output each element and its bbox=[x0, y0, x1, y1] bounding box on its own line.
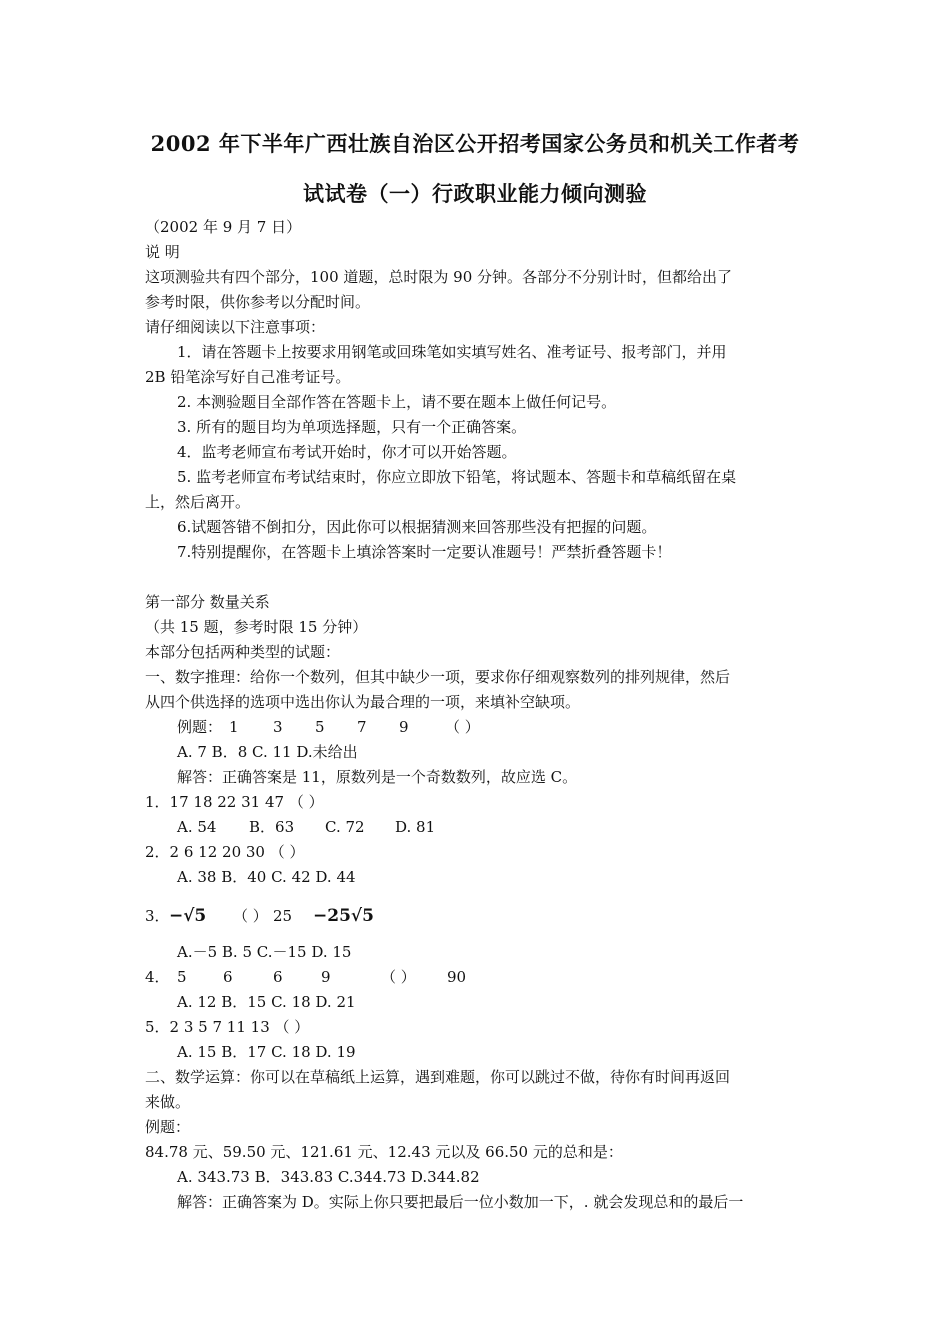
sequence-term: 9 bbox=[321, 968, 331, 986]
notice-heading: 请仔细阅读以下注意事项： bbox=[145, 318, 326, 336]
example2-options: A. 343.73 B．343.83 C.344.73 D.344.82 bbox=[177, 1168, 480, 1186]
rule-1-line1: 1．请在答题卡上按要求用钢笔或回珠笔如实填写姓名、准考证号、报考部门，并用 bbox=[177, 343, 727, 361]
question-blank: （ ） bbox=[381, 968, 416, 986]
rule-3: 3. 所有的题目均为单项选择题，只有一个正确答案。 bbox=[177, 418, 527, 436]
example-term: 9 bbox=[399, 718, 409, 736]
sequence-term: 6 bbox=[273, 968, 283, 986]
option: B．63 bbox=[249, 818, 295, 836]
part1-meta: （共 15 题，参考时限 15 分钟） bbox=[145, 618, 368, 636]
example-term: 3 bbox=[273, 718, 283, 736]
option: C. 72 bbox=[325, 818, 365, 836]
example-term: 5 bbox=[315, 718, 325, 736]
example-answer: 解答：正确答案是 11，原数列是一个奇数数列，故应选 C。 bbox=[177, 768, 578, 786]
sequence-term: 6 bbox=[223, 968, 233, 986]
part1-heading: 第一部分 数量关系 bbox=[145, 593, 270, 611]
option: D. 81 bbox=[395, 818, 436, 836]
question-3 bbox=[145, 904, 374, 928]
question-2-options: A. 38 B．40 C. 42 D. 44 bbox=[177, 868, 356, 886]
radical-expression: −√5 bbox=[169, 906, 207, 926]
example2-label: 例题： bbox=[145, 1118, 191, 1136]
example-options: A. 7 B．8 C. 11 D.未给出 bbox=[177, 743, 358, 761]
example-blank: （ ） bbox=[445, 718, 480, 736]
example-label: 例题： bbox=[177, 718, 223, 736]
intro-text-line2: 参考时限，供你参考以分配时间。 bbox=[145, 293, 371, 311]
intro-text-line1: 这项测验共有四个部分，100 道题，总时限为 90 分钟。各部分不分别计时，但都给出了 bbox=[145, 268, 733, 286]
sequence-term: 25 bbox=[273, 907, 293, 925]
question-number: 3． bbox=[145, 907, 170, 925]
option: A. 54 bbox=[177, 818, 217, 836]
rule-5-line2: 上，然后离开。 bbox=[145, 493, 251, 511]
type2-text-line1: 二、数学运算：你可以在草稿纸上运算，遇到难题，你可以跳过不做，待你有时间再返回 bbox=[145, 1068, 731, 1086]
question-2: 2．2 6 12 20 30 （ ） bbox=[145, 843, 305, 861]
example-term: 1 bbox=[229, 718, 239, 736]
sequence-term: 90 bbox=[447, 968, 467, 986]
question-5-options: A. 15 B．17 C. 18 D. 19 bbox=[177, 1043, 356, 1061]
rule-1-line2: 2B 铅笔涂写好自己准考证号。 bbox=[145, 368, 351, 386]
question-blank: （ ） bbox=[233, 907, 268, 925]
rule-6: 6.试题答错不倒扣分，因此你可以根据猜测来回答那些没有把握的问题。 bbox=[177, 518, 657, 536]
part1-description: 本部分包括两种类型的试题： bbox=[145, 643, 341, 661]
example2-question: 84.78 元、59.50 元、121.61 元、12.43 元以及 66.50 元的总和是： bbox=[145, 1143, 623, 1161]
exam-date: （2002 年 9 月 7 日） bbox=[145, 218, 302, 236]
rule-7: 7.特别提醒你，在答题卡上填涂答案时一定要认准题号！严禁折叠答题卡！ bbox=[177, 543, 672, 561]
question-1-options bbox=[177, 817, 435, 837]
question-number: 4． bbox=[145, 968, 170, 986]
intro-heading: 说 明 bbox=[145, 243, 180, 261]
question-1: 1．17 18 22 31 47 （ ） bbox=[145, 793, 324, 811]
question-3-options: A.－5 B. 5 C.－15 D. 15 bbox=[177, 943, 352, 961]
rule-2: 2. 本测验题目全部作答在答题卡上，请不要在题本上做任何记号。 bbox=[177, 393, 617, 411]
example-term: 7 bbox=[357, 718, 367, 736]
type2-text-line2: 来做。 bbox=[145, 1093, 191, 1111]
example2-answer: 解答：正确答案为 D。实际上你只要把最后一位小数加一下，. 就会发现总和的最后一 bbox=[177, 1193, 744, 1211]
question-5: 5．2 3 5 7 11 13 （ ） bbox=[145, 1018, 310, 1036]
rule-5-line1: 5. 监考老师宣布考试结束时，你应立即放下铅笔，将试题本、答题卡和草稿纸留在桌 bbox=[177, 468, 737, 486]
question-4-options: A. 12 B．15 C. 18 D. 21 bbox=[177, 993, 356, 1011]
type1-text-line1: 一、数字推理：给你一个数列，但其中缺少一项，要求你仔细观察数列的排列规律，然后 bbox=[145, 668, 731, 686]
question-4 bbox=[145, 967, 466, 987]
example-sequence bbox=[177, 717, 480, 737]
document-title-line2: 试试卷（一）行政职业能力倾向测验 bbox=[303, 181, 647, 206]
document-title-line1: 2002 年下半年广西壮族自治区公开招考国家公务员和机关工作者考 bbox=[150, 131, 800, 156]
rule-4: 4．监考老师宣布考试开始时，你才可以开始答题。 bbox=[177, 443, 517, 461]
type1-text-line2: 从四个供选择的选项中选出你认为最合理的一项，来填补空缺项。 bbox=[145, 693, 581, 711]
sequence-term: 5 bbox=[177, 968, 187, 986]
radical-expression: −25√5 bbox=[313, 906, 374, 926]
